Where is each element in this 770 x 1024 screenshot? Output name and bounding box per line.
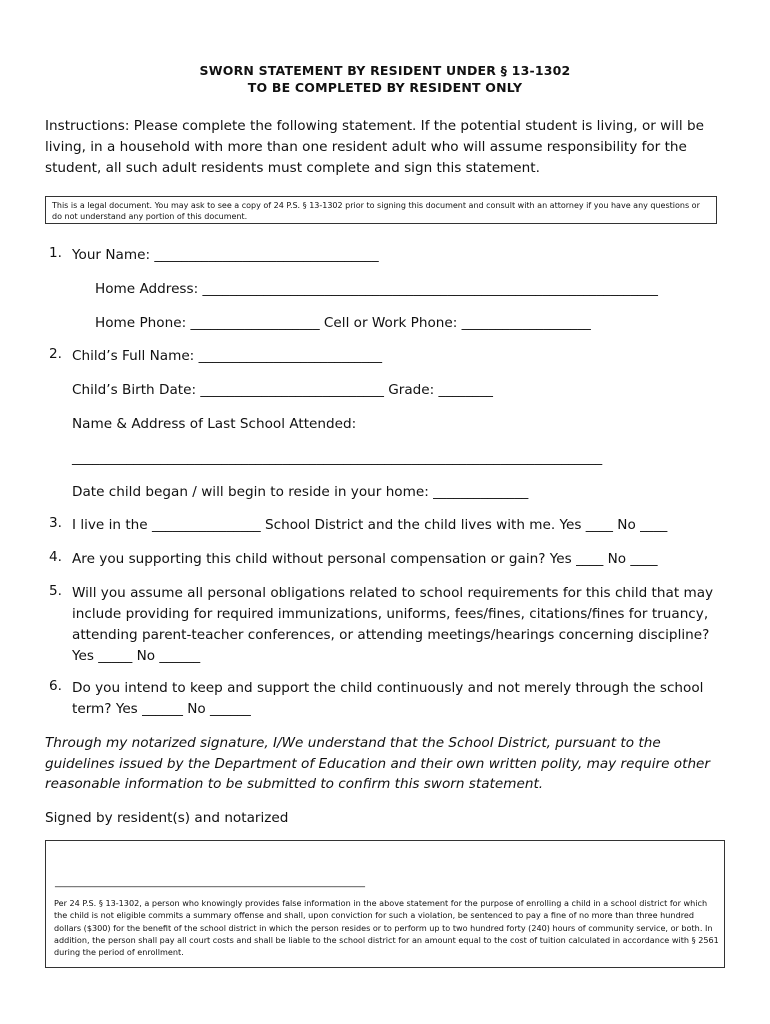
last-school-label: Name & Address of Last School Attended:	[72, 416, 357, 432]
item-number-1: 1.	[49, 245, 62, 261]
signature-box	[45, 840, 725, 968]
instructions-text: Instructions: Please complete the following statement. If the potential student is living, or will be living, in a household with more than one resident adult who will assume responsibility for the student, all such adult residents must complete and sign this statement.	[45, 118, 704, 176]
home-address-field[interactable]: Home Address: ___________________________________________________________________	[95, 281, 658, 297]
item-number-6: 6.	[49, 678, 62, 694]
item-number-2: 2.	[49, 346, 62, 362]
affirmation-line1: Through my notarized signature, I/We understand that the School District, pursuant to the	[45, 735, 661, 751]
legal-notice-box	[45, 196, 717, 224]
signature-line[interactable]: ______________________________________________________________	[55, 877, 365, 888]
support-question[interactable]: Are you supporting this child without personal compensation or gain? Yes ____ No ____	[72, 551, 658, 567]
obligations-question-line2: include providing for required immunizations, uniforms, fees/fines, citations/fines for truancy,	[72, 606, 709, 622]
item-number-3: 3.	[49, 515, 62, 531]
signed-label: Signed by resident(s) and notarized	[45, 810, 289, 826]
form-title: SWORN STATEMENT BY RESIDENT UNDER § 13-1302	[199, 63, 571, 78]
legal-notice-text: This is a legal document. You may ask to see a copy of 24 P.S. § 13-1302 prior to signing this document and consult with an attorney if you have any questions or do not understand any portion of this document.	[52, 201, 700, 221]
obligations-answer[interactable]: Yes _____ No ______	[72, 648, 201, 664]
affirmation-line2: guidelines issued by the Department of Education and their own written polity, may require other	[45, 756, 711, 772]
penalty-text: Per 24 P.S. § 13-1302, a person who knowingly provides false information in the above statement for the purpose of enrolling a child in a school district for which the child is not eligible commits a summary offense and shall, upon conviction for such a violation, be sentenced to pay a fine of no more than three hundred dollars ($300) for the benefit of the school district in which the person resides or to perform up to two hundred forty (240) hours of community service, or both. In addition, the person shall pay all court costs and shall be liable to the school district for an amount equal to the cost of tuition calculated in accordance with § 2561 during the period of enrollment.	[54, 898, 719, 958]
reside-date-field[interactable]: Date child began / will begin to reside in your home: ______________	[72, 484, 529, 500]
child-birth-date-field[interactable]: Child’s Birth Date: ___________________________ Grade: ________	[72, 382, 493, 398]
obligations-question-line3: attending parent-teacher conferences, or attending meetings/hearings concerning discipline?	[72, 627, 710, 643]
item-number-4: 4.	[49, 549, 62, 565]
last-school-field[interactable]: ______________________________________________________________________________	[72, 450, 603, 466]
continuous-support-answer[interactable]: term? Yes ______ No ______	[72, 701, 251, 717]
phone-fields[interactable]: Home Phone: ___________________ Cell or Work Phone: ___________________	[95, 315, 591, 331]
continuous-support-question: Do you intend to keep and support the child continuously and not merely through the school	[72, 680, 704, 696]
affirmation-line3: reasonable information to be submitted to confirm this sworn statement.	[45, 776, 544, 792]
school-district-field[interactable]: I live in the ________________ School District and the child lives with me. Yes ____ No ____	[72, 517, 668, 533]
child-full-name-field[interactable]: Child’s Full Name: ___________________________	[72, 348, 383, 364]
obligations-question-line1: Will you assume all personal obligations related to school requirements for this child that may	[72, 585, 714, 601]
form-subtitle: TO BE COMPLETED BY RESIDENT ONLY	[247, 80, 523, 95]
item-number-5: 5.	[49, 583, 62, 599]
your-name-field[interactable]: Your Name: _________________________________	[72, 247, 379, 263]
